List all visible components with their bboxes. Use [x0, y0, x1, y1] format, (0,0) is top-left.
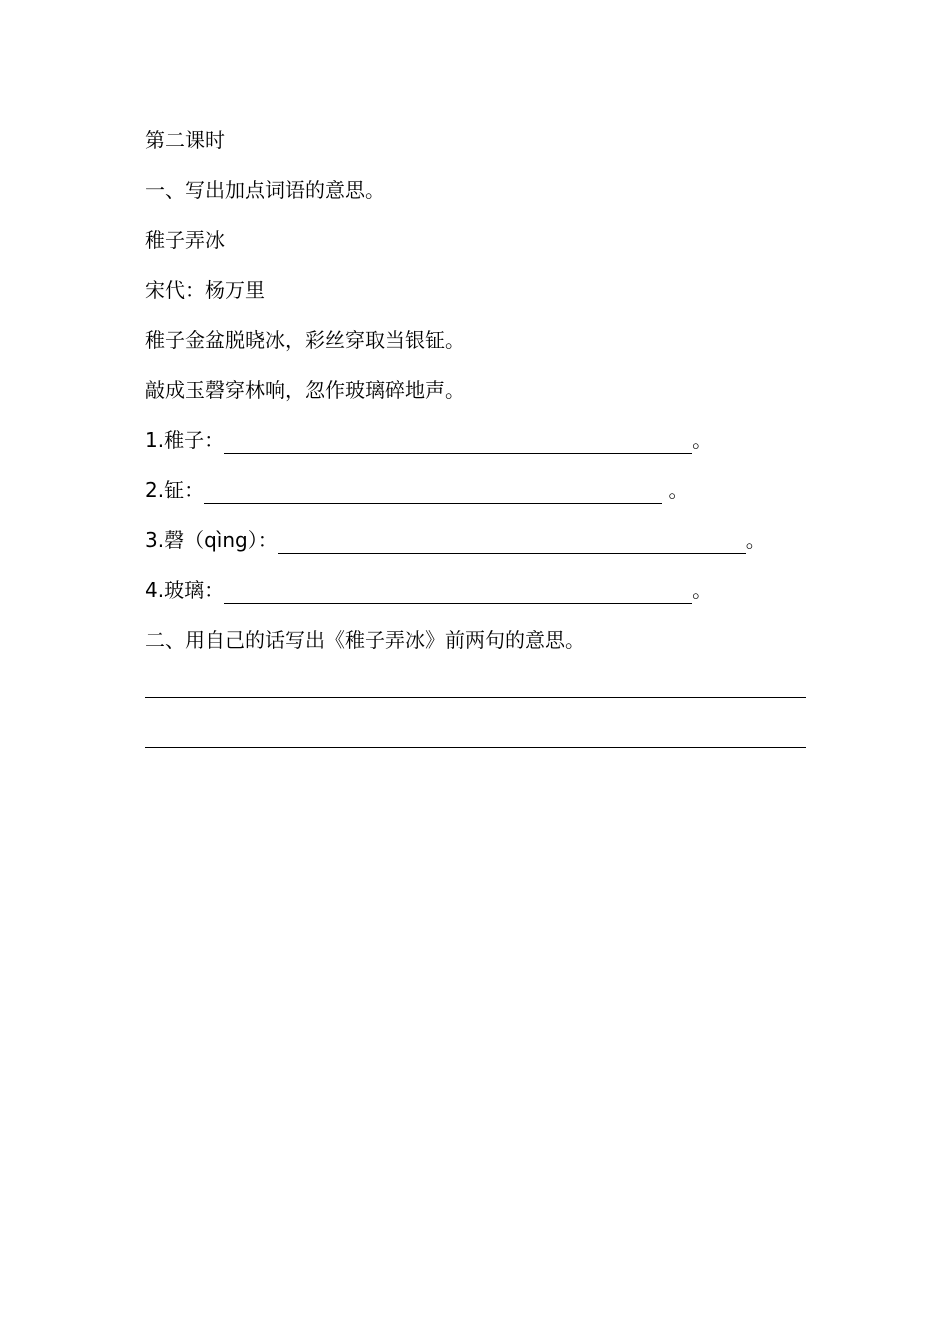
question-item-suffix: 。: [662, 478, 689, 502]
question-item-suffix: 。: [745, 528, 766, 552]
question-item-suffix: 。: [692, 428, 713, 452]
lesson-title: 第二课时: [145, 128, 225, 152]
answer-blank-3[interactable]: [278, 529, 746, 554]
answer-blank-2[interactable]: [204, 479, 662, 504]
answer-line-1[interactable]: [145, 697, 806, 698]
question-item-4: [145, 576, 712, 604]
answer-blank-4[interactable]: [224, 579, 692, 604]
section2-heading: 二、用自己的话写出《稚子弄冰》前两句的意思。: [145, 628, 585, 652]
question-item-label: 4.玻璃：: [145, 578, 225, 602]
question-item-2: [145, 476, 688, 504]
question-item-label: 1.稚子：: [145, 428, 225, 452]
poem-title: 稚子弄冰: [145, 228, 225, 252]
question-item-label: 3.磬（qìng）：: [145, 528, 278, 552]
question-item-1: [145, 426, 712, 454]
question-item-label: 2.钲：: [145, 478, 205, 502]
poem-author: 宋代：杨万里: [145, 278, 265, 302]
poem-line-1: 稚子金盆脱晓冰，彩丝穿取当银钲。: [145, 328, 465, 352]
poem-line-2: 敲成玉磬穿林响，忽作玻璃碎地声。: [145, 378, 465, 402]
answer-line-2[interactable]: [145, 747, 806, 748]
question-item-3: [145, 526, 766, 554]
section1-heading: 一、写出加点词语的意思。: [145, 178, 385, 202]
answer-blank-1[interactable]: [224, 429, 692, 454]
question-item-suffix: 。: [692, 578, 713, 602]
